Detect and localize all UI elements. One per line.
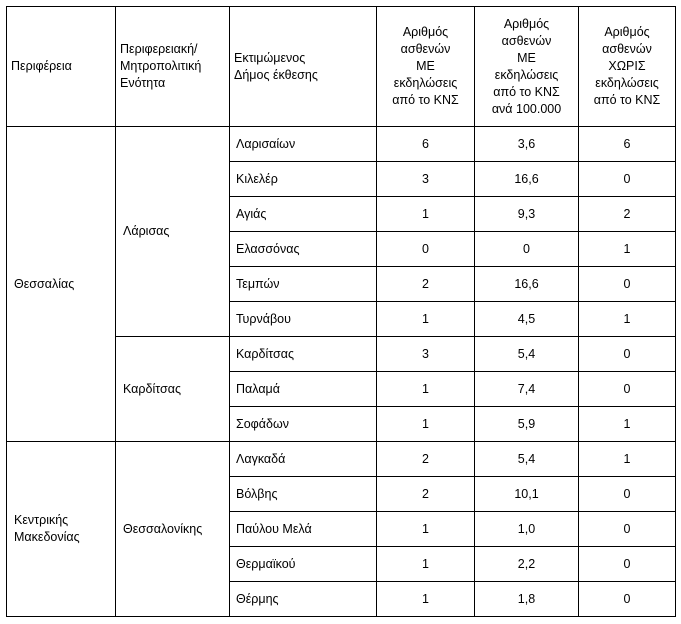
unit-cell: Καρδίτσας (116, 337, 230, 442)
table-row (7, 127, 676, 162)
without-cns-cell: 0 (579, 372, 676, 407)
municipality-cell: Παύλου Μελά (230, 512, 377, 547)
text-line: ασθενών (501, 33, 552, 48)
rate-cell: 1,8 (475, 582, 579, 617)
with-cns-cell: 6 (377, 127, 475, 162)
with-cns-cell: 2 (377, 477, 475, 512)
rate-cell: 16,6 (475, 162, 579, 197)
header-row (7, 7, 676, 127)
with-cns-cell: 0 (377, 232, 475, 267)
without-cns-cell: 0 (579, 337, 676, 372)
rate-cell: 5,4 (475, 442, 579, 477)
without-cns-cell: 1 (579, 442, 676, 477)
text-line: εκδηλώσεις (494, 67, 559, 82)
rate-cell: 5,4 (475, 337, 579, 372)
text-line: ανά 100.000 (491, 101, 562, 116)
text-line: Εκτιμώμενος (234, 50, 306, 65)
text-line: Αριθμός (604, 25, 650, 39)
municipality-cell: Σοφάδων (230, 407, 377, 442)
municipality-cell: Καρδίτσας (230, 337, 377, 372)
text-line: Μητροπολιτική (120, 59, 202, 73)
without-cns-cell: 0 (579, 512, 676, 547)
without-cns-cell: 0 (579, 547, 676, 582)
municipality-cell: Τεμπών (230, 267, 377, 302)
region-cell (7, 127, 116, 442)
municipality-cell: Βόλβης (230, 477, 377, 512)
table-header (7, 7, 676, 127)
text-line: ΜΕ (416, 59, 435, 73)
with-cns-cell: 1 (377, 512, 475, 547)
text-line: ασθενών (602, 42, 652, 56)
rate-cell: 16,6 (475, 267, 579, 302)
without-cns-cell: 1 (579, 232, 676, 267)
unit-cell: Λάρισας (116, 127, 230, 337)
with-cns-cell: 2 (377, 442, 475, 477)
header-with-cns-per-100k (475, 7, 579, 127)
text-line: Ενότητα (120, 76, 166, 90)
municipality-cell: Λαρισαίων (230, 127, 377, 162)
cases-table (6, 6, 676, 617)
without-cns-cell: 6 (579, 127, 676, 162)
text-line: εκδηλώσεις (595, 76, 659, 90)
region-cell (7, 442, 116, 617)
municipality-cell: Αγιάς (230, 197, 377, 232)
text-line: Δήμος έκθεσης (234, 67, 318, 82)
municipality-cell: Τυρνάβου (230, 302, 377, 337)
with-cns-cell: 1 (377, 547, 475, 582)
without-cns-cell: 2 (579, 197, 676, 232)
header-with-cns (377, 7, 475, 127)
rate-cell: 1,0 (475, 512, 579, 547)
header-region: Περιφέρεια (7, 7, 116, 127)
header-municipality (230, 7, 377, 127)
municipality-cell: Λαγκαδά (230, 442, 377, 477)
municipality-cell: Θέρμης (230, 582, 377, 617)
municipality-cell: Κιλελέρ (230, 162, 377, 197)
without-cns-cell: 1 (579, 302, 676, 337)
text-line: από το ΚΝΣ (593, 93, 661, 107)
rate-cell: 10,1 (475, 477, 579, 512)
without-cns-cell: 0 (579, 162, 676, 197)
unit-cell: Θεσσαλονίκης (116, 442, 230, 617)
text-line: ΧΩΡΙΣ (608, 59, 646, 73)
text-line: Κεντρικής (14, 513, 69, 527)
header-unit (116, 7, 230, 127)
municipality-cell: Θερμαϊκού (230, 547, 377, 582)
with-cns-cell: 2 (377, 267, 475, 302)
with-cns-cell: 1 (377, 197, 475, 232)
municipality-cell: Ελασσόνας (230, 232, 377, 267)
with-cns-cell: 1 (377, 582, 475, 617)
text-line: Αριθμός (503, 16, 550, 31)
rate-cell: 5,9 (475, 407, 579, 442)
text-line: εκδηλώσεις (393, 76, 458, 90)
rate-cell: 9,3 (475, 197, 579, 232)
text-line: ασθενών (400, 42, 451, 56)
rate-cell: 4,5 (475, 302, 579, 337)
text-line: Περιφερειακή/ (120, 42, 198, 56)
municipality-cell: Παλαμά (230, 372, 377, 407)
text-line: Αριθμός (402, 25, 449, 39)
with-cns-cell: 3 (377, 162, 475, 197)
text-line: Μακεδονίας (14, 530, 80, 544)
header-without-cns (579, 7, 676, 127)
text-line: από το ΚΝΣ (493, 84, 560, 99)
rate-cell: 2,2 (475, 547, 579, 582)
rate-cell: 0 (475, 232, 579, 267)
rate-cell: 3,6 (475, 127, 579, 162)
table-row (7, 442, 676, 477)
with-cns-cell: 3 (377, 337, 475, 372)
rate-cell: 7,4 (475, 372, 579, 407)
table-body (7, 127, 676, 617)
without-cns-cell: 0 (579, 267, 676, 302)
without-cns-cell: 0 (579, 477, 676, 512)
without-cns-cell: 1 (579, 407, 676, 442)
text-line: ΜΕ (517, 50, 536, 65)
with-cns-cell: 1 (377, 372, 475, 407)
text-line: Θεσσαλίας (14, 276, 75, 291)
with-cns-cell: 1 (377, 302, 475, 337)
with-cns-cell: 1 (377, 407, 475, 442)
without-cns-cell: 0 (579, 582, 676, 617)
text-line: από το ΚΝΣ (392, 93, 459, 107)
